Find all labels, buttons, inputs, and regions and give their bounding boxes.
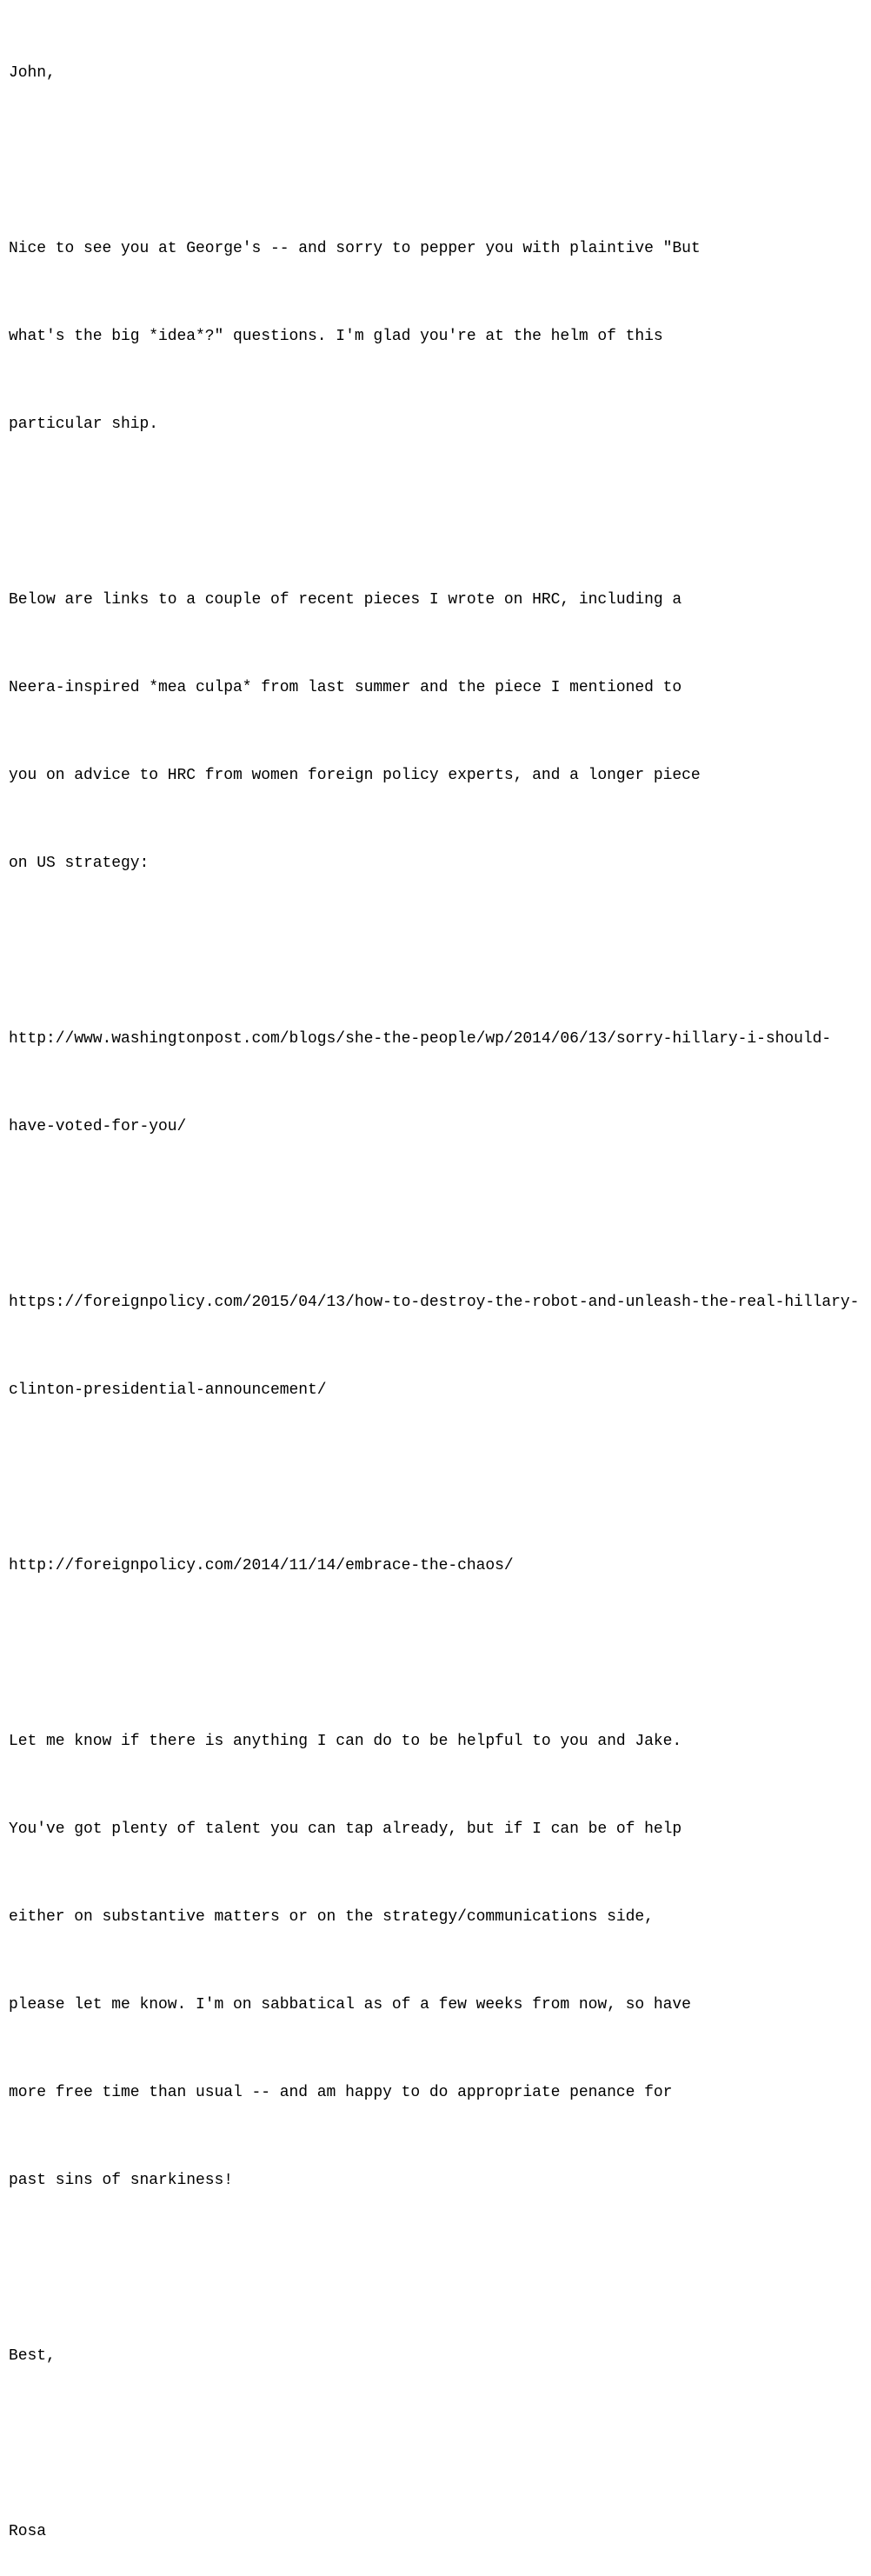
paragraph-line: You've got plenty of talent you can tap already, but if I can be of help <box>9 1821 682 1838</box>
paragraph-line: Let me know if there is anything I can do to be helpful to you and Jake. <box>9 1733 682 1750</box>
link-washingtonpost-line-1[interactable]: http://www.washingtonpost.com/blogs/she-the-people/wp/2014/06/13/sorry-hillary-i-should- <box>9 1030 832 1048</box>
paragraph-line: particular ship. <box>9 416 159 433</box>
blank-line <box>9 497 869 527</box>
paragraph-line: past sins of snarkiness! <box>9 2172 234 2189</box>
paragraph-line: please let me know. I'm on sabbatical as of a few weeks from now, so have <box>9 1996 691 2014</box>
paragraph-line: on US strategy: <box>9 855 150 872</box>
paragraph-line: you on advice to HRC from women foreign policy experts, and a longer piece <box>9 767 701 784</box>
closing-line: Best, <box>9 2347 56 2365</box>
link-foreignpolicy-robot-line-1[interactable]: https://foreignpolicy.com/2015/04/13/how-to-destroy-the-robot-and-unleash-the-real-hillary- <box>9 1294 860 1311</box>
blank-line <box>9 2253 869 2283</box>
paragraph-line: more free time than usual -- and am happy to do appropriate penance for <box>9 2084 673 2101</box>
email-body <box>9 0 869 2576</box>
paragraph-line: what's the big *idea*?" questions. I'm glad you're at the helm of this <box>9 328 663 345</box>
signature-line: Rosa <box>9 2523 47 2540</box>
link-foreignpolicy-chaos[interactable]: http://foreignpolicy.com/2014/11/14/embrace-the-chaos/ <box>9 1557 514 1574</box>
blank-line <box>9 1200 869 1229</box>
paragraph-line: Neera-inspired *mea culpa* from last summer and the piece I mentioned to <box>9 679 682 696</box>
blank-line <box>9 1463 869 1493</box>
paragraph-line: Below are links to a couple of recent pieces I wrote on HRC, including a <box>9 591 682 609</box>
link-washingtonpost-line-2[interactable]: have-voted-for-you/ <box>9 1118 187 1135</box>
paragraph-line: Nice to see you at George's -- and sorry to pepper you with plaintive "But <box>9 240 701 257</box>
blank-line <box>9 936 869 966</box>
paragraph-line: either on substantive matters or on the strategy/communications side, <box>9 1908 654 1926</box>
blank-line <box>9 2429 869 2459</box>
link-foreignpolicy-robot-line-2[interactable]: clinton-presidential-announcement/ <box>9 1381 327 1399</box>
blank-line <box>9 146 869 176</box>
blank-line <box>9 1639 869 1668</box>
salutation-line: John, <box>9 64 56 82</box>
